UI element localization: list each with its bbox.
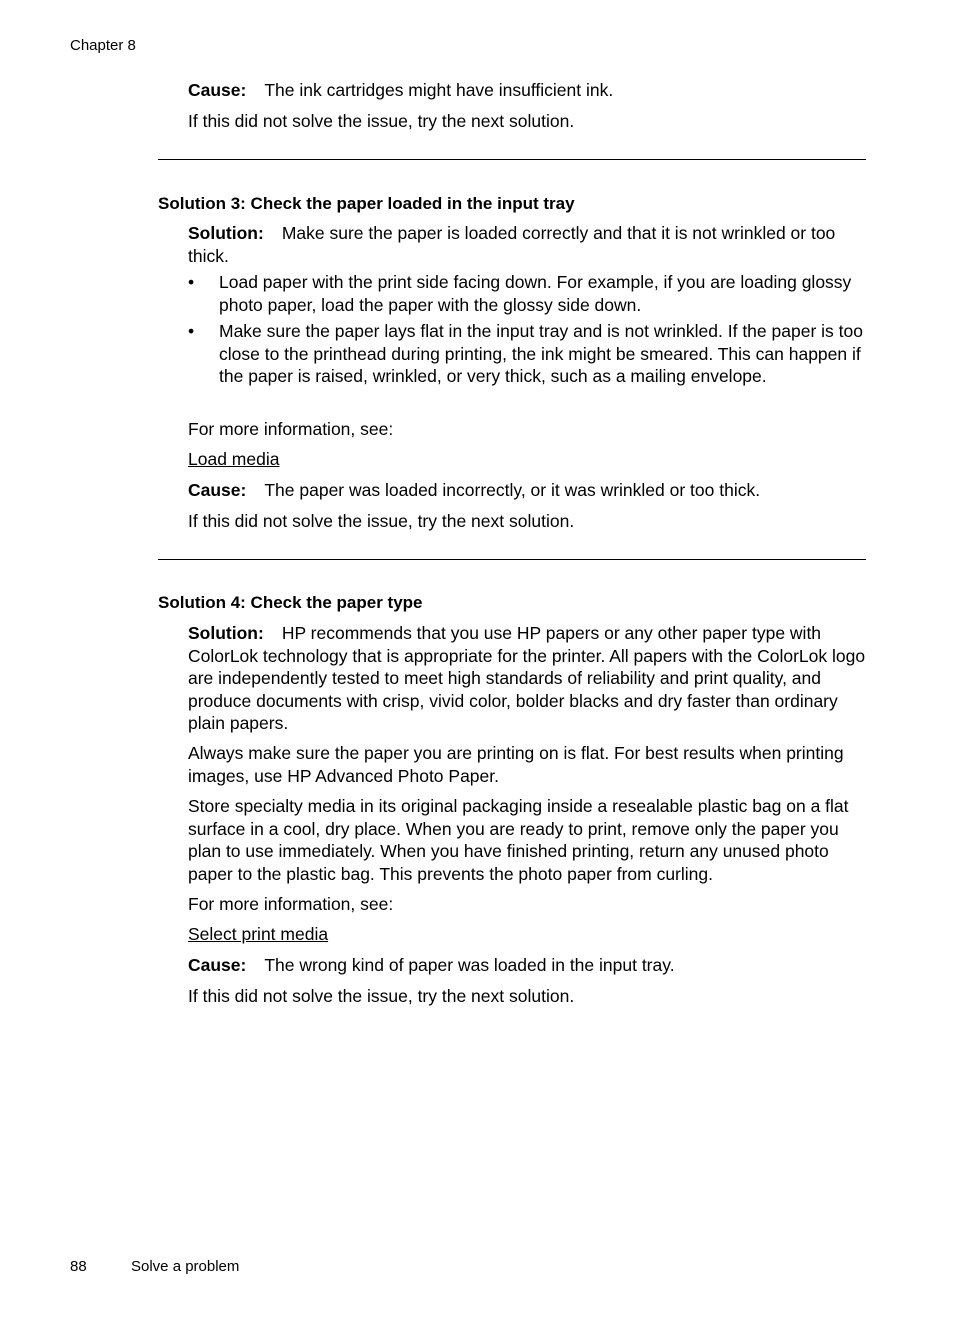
footer-section-title: Solve a problem (131, 1258, 240, 1275)
cause-label: Cause: (188, 955, 247, 975)
flat-paper-paragraph: Always make sure the paper you are printing on is flat. For best results when printing images, use HP Advanced Photo Paper. (188, 743, 844, 786)
solution-3-paragraph (188, 222, 868, 267)
cause-label: Cause: (188, 480, 247, 500)
page-number: 88 (70, 1258, 87, 1275)
bullet-marker: • (188, 272, 195, 292)
bullet-marker: • (188, 321, 195, 341)
solution-4-text: HP recommends that you use HP papers or any other paper type with ColorLok technology that is appropriate for the printer. All papers with the ColorLok logo are independently tested to meet high standards of reliability and print quality, and produce documents with crisp, vivid color, bolder blacks and dry faster than ordinary plain papers. (188, 623, 866, 733)
load-media-link-line (188, 448, 868, 471)
solution-3-text: Make sure the paper is loaded correctly and that it is not wrinkled or too thick. (188, 223, 836, 266)
next-solution-text: If this did not solve the issue, try the next solution. (188, 111, 575, 131)
section-divider (158, 559, 866, 560)
cause-label: Cause: (188, 80, 247, 100)
solution-4-paragraph (188, 622, 868, 735)
select-print-media-link[interactable]: Select print media (188, 924, 329, 944)
bullet-text: Load paper with the print side facing down. For example, if you are loading glossy photo paper, load the paper with the glossy side down. (219, 272, 852, 315)
cause-text: The paper was loaded incorrectly, or it was wrinkled or too thick. (264, 480, 761, 500)
storage-paragraph: Store specialty media in its original packaging inside a resealable plastic bag on a flat surface in a cool, dry place. When you are ready to print, remove only the paper you plan to use immediately. When you have finished printing, return any unused photo paper to the plastic bag. This prevents the photo paper from curling. (188, 796, 849, 884)
cause-paragraph (188, 479, 868, 502)
cause-text: The ink cartridges might have insufficient ink. (264, 80, 614, 100)
chapter-header: Chapter 8 (70, 37, 136, 54)
select-print-media-link-line (188, 923, 868, 946)
next-solution-text: If this did not solve the issue, try the next solution. (188, 986, 575, 1006)
cause-paragraph (188, 79, 868, 102)
list-item (188, 271, 868, 316)
more-info-text: For more information, see: (188, 419, 394, 439)
solution-4-heading: Solution 4: Check the paper type (158, 593, 423, 612)
solution-3-heading: Solution 3: Check the paper loaded in the input tray (158, 194, 575, 213)
section-divider (158, 159, 866, 160)
list-item (188, 320, 868, 388)
load-media-link[interactable]: Load media (188, 449, 280, 469)
solution-label: Solution: (188, 223, 264, 243)
solution-label: Solution: (188, 623, 264, 643)
bullet-text: Make sure the paper lays flat in the input tray and is not wrinkled. If the paper is too close to the printhead during printing, the ink might be smeared. This can happen if the paper is raised, wrinkled, or very thick, such as a mailing envelope. (219, 321, 863, 386)
next-solution-text: If this did not solve the issue, try the next solution. (188, 511, 575, 531)
cause-text: The wrong kind of paper was loaded in the input tray. (264, 955, 675, 975)
more-info-text: For more information, see: (188, 894, 394, 914)
cause-paragraph (188, 954, 868, 977)
